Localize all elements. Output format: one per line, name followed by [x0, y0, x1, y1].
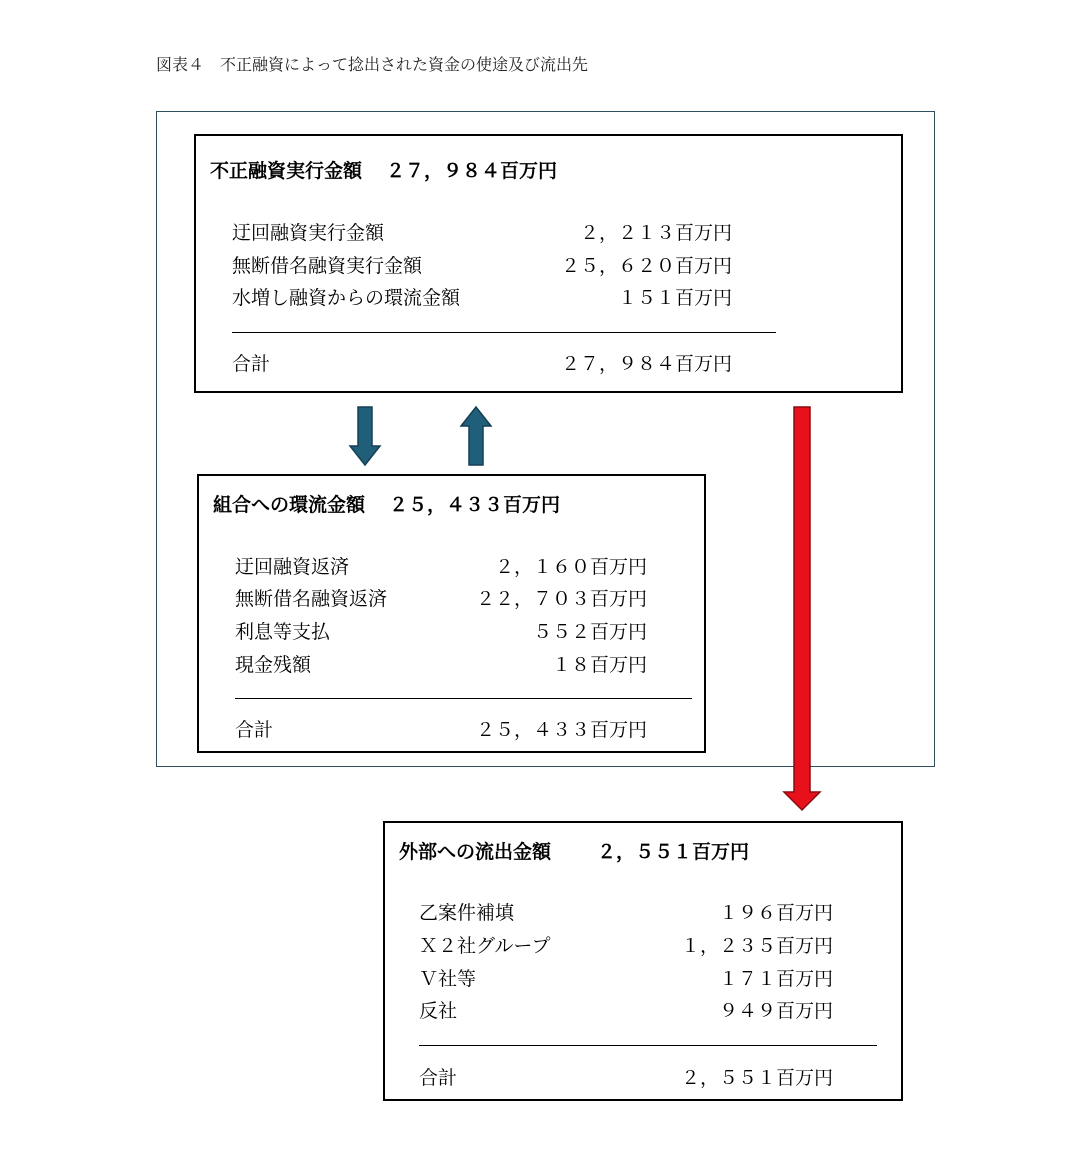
- up-arrow-icon: [461, 407, 491, 465]
- total-label: 合計: [235, 719, 274, 741]
- row-label: Ｖ社等: [419, 968, 477, 990]
- row-value: ２，１６０百万円: [494, 556, 647, 578]
- down-arrow-icon: [350, 407, 380, 465]
- row-label: 迂回融資返済: [235, 556, 350, 578]
- row-label: 迂回融資実行金額: [232, 222, 385, 244]
- row-value: ２２，７０３百万円: [475, 588, 647, 610]
- total-label: 合計: [232, 353, 271, 375]
- outflow-title-label: 外部への流出金額: [399, 841, 552, 863]
- total-value: ２７，９８４百万円: [560, 353, 732, 375]
- row-label: 乙案件補填: [419, 902, 515, 924]
- total-label: 合計: [419, 1067, 458, 1089]
- row-value: ２，２１３百万円: [579, 222, 732, 244]
- row-value: １，２３５百万円: [680, 935, 833, 957]
- row-value: １９６百万円: [718, 902, 833, 924]
- execution-title-label: 不正融資実行金額: [210, 160, 363, 182]
- row-label: 無断借名融資返済: [235, 588, 388, 610]
- row-value: １８百万円: [551, 654, 647, 676]
- outflow-title-amount: ２，５５１百万円: [597, 841, 750, 863]
- total-value: ２５，４３３百万円: [475, 719, 647, 741]
- execution-title-amount: ２７，９８４百万円: [386, 160, 558, 182]
- row-value: １７１百万円: [718, 968, 833, 990]
- row-label: 反社: [419, 1000, 458, 1022]
- row-label: 水増し融資からの環流金額: [232, 287, 461, 309]
- outflow-arrow-icon: [784, 407, 820, 810]
- row-value: １５１百万円: [617, 287, 732, 309]
- row-label: 無断借名融資実行金額: [232, 255, 423, 277]
- row-value: ９４９百万円: [718, 1000, 833, 1022]
- row-label: Ｘ２社グループ: [419, 935, 551, 957]
- figure-caption: 図表４ 不正融資によって捻出された資金の使途及び流出先: [156, 55, 589, 74]
- return-title-amount: ２５，４３３百万円: [389, 494, 561, 516]
- row-value: ２５，６２０百万円: [560, 255, 732, 277]
- row-label: 現金残額: [235, 654, 312, 676]
- return-title-label: 組合への環流金額: [213, 494, 366, 516]
- row-value: ５５２百万円: [532, 621, 647, 643]
- total-value: ２，５５１百万円: [680, 1067, 833, 1089]
- row-label: 利息等支払: [235, 621, 331, 643]
